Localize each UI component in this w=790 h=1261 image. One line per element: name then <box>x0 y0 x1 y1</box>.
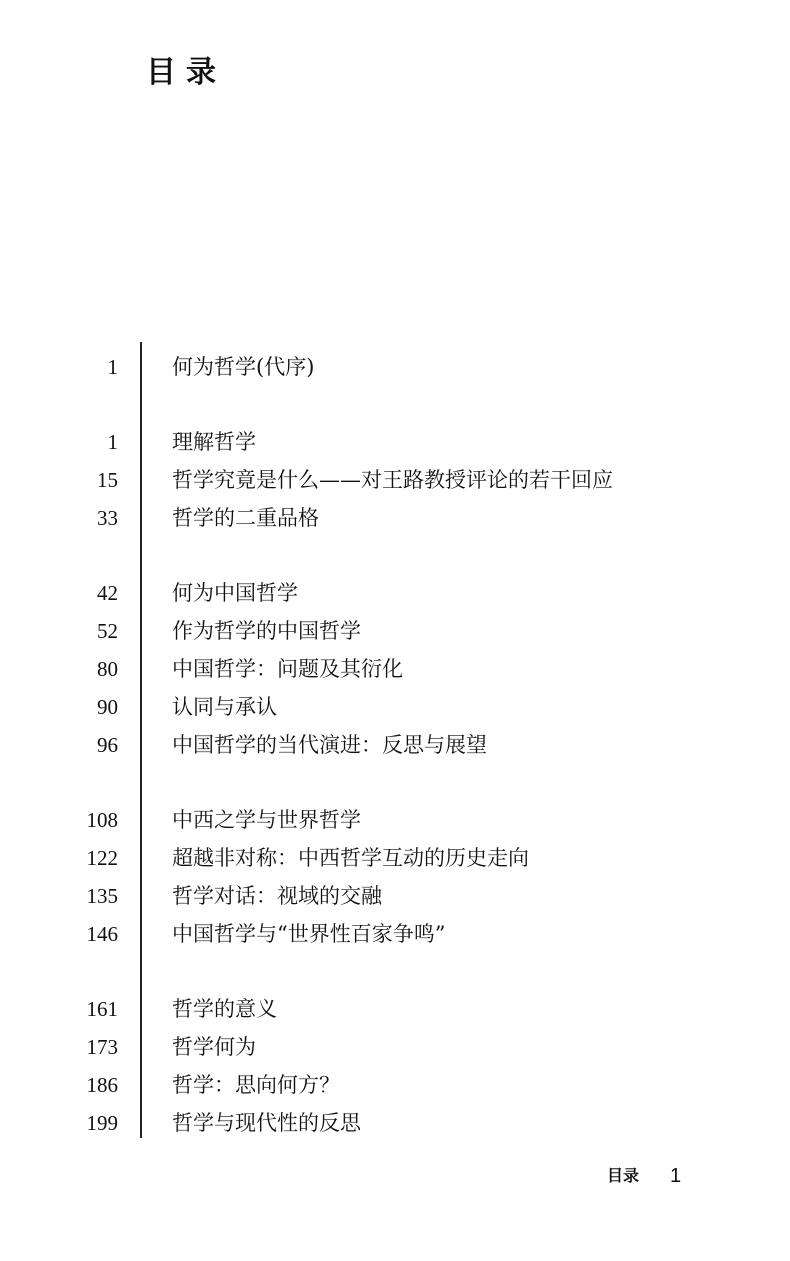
toc-page-number: 90 <box>97 695 118 719</box>
toc-entry-title: 中西之学与世界哲学 <box>172 808 361 832</box>
toc-page-number: 42 <box>97 581 118 605</box>
toc-entry-title: 哲学的二重品格 <box>172 506 319 530</box>
toc-page-number: 96 <box>97 733 118 757</box>
page-number: 1 <box>670 1165 682 1187</box>
toc-page-number: 146 <box>86 922 118 946</box>
toc-entry-title: 哲学对话：视域的交融 <box>172 884 382 908</box>
toc-page-number: 161 <box>86 997 118 1021</box>
toc-page-number: 199 <box>86 1111 118 1135</box>
toc-entry[interactable] <box>0 915 790 953</box>
toc-page-number: 122 <box>86 846 118 870</box>
toc-entry-title: 哲学何为 <box>172 1035 256 1059</box>
toc-page-number: 33 <box>97 506 118 530</box>
toc-entry[interactable] <box>0 348 790 386</box>
toc-page-number: 80 <box>97 657 118 681</box>
toc-entry-title: 中国哲学：问题及其衍化 <box>172 657 403 681</box>
toc-entry[interactable] <box>0 990 790 1028</box>
toc-page-number: 135 <box>86 884 118 908</box>
toc-entry-title: 超越非对称：中西哲学互动的历史走向 <box>172 846 529 870</box>
toc-entry[interactable] <box>0 1066 790 1104</box>
toc-entry[interactable] <box>0 574 790 612</box>
toc-entry[interactable] <box>0 499 790 537</box>
toc-entry-title: 哲学与现代性的反思 <box>172 1111 361 1135</box>
toc-page-number: 52 <box>97 619 118 643</box>
toc-entry-title: 作为哲学的中国哲学 <box>172 619 361 643</box>
toc-entry-title: 认同与承认 <box>172 695 277 719</box>
toc-entry[interactable] <box>0 726 790 764</box>
toc-entry[interactable] <box>0 1028 790 1066</box>
toc-entry[interactable] <box>0 1104 790 1142</box>
toc-page-number: 15 <box>97 468 118 492</box>
toc-page-number: 1 <box>107 355 118 379</box>
toc-entry-title: 中国哲学的当代演进：反思与展望 <box>172 733 487 757</box>
toc-entry[interactable] <box>0 877 790 915</box>
running-footer-label: 目录 <box>607 1166 640 1185</box>
toc-entry[interactable] <box>0 839 790 877</box>
toc-entry[interactable] <box>0 801 790 839</box>
toc-entry[interactable] <box>0 688 790 726</box>
page-title: 目录 <box>146 55 226 90</box>
toc-page-number: 173 <box>86 1035 118 1059</box>
toc-entry-title: 哲学究竟是什么——对王路教授评论的若干回应 <box>172 468 613 492</box>
toc-entry-title: 何为中国哲学 <box>172 581 298 605</box>
toc-entry[interactable] <box>0 650 790 688</box>
toc-entry-title: 哲学的意义 <box>172 997 277 1021</box>
toc-entry[interactable] <box>0 423 790 461</box>
toc-page-number: 108 <box>86 808 118 832</box>
toc-entry-title: 何为哲学(代序) <box>172 355 315 379</box>
toc-entry-title: 中国哲学与“世界性百家争鸣” <box>172 922 446 946</box>
toc-entry[interactable] <box>0 612 790 650</box>
toc-entry-title: 哲学：思向何方？ <box>172 1073 340 1097</box>
toc-entry[interactable] <box>0 461 790 499</box>
toc-page-number: 186 <box>86 1073 118 1097</box>
toc-page-number: 1 <box>107 430 118 454</box>
toc-entry-title: 理解哲学 <box>172 430 256 454</box>
